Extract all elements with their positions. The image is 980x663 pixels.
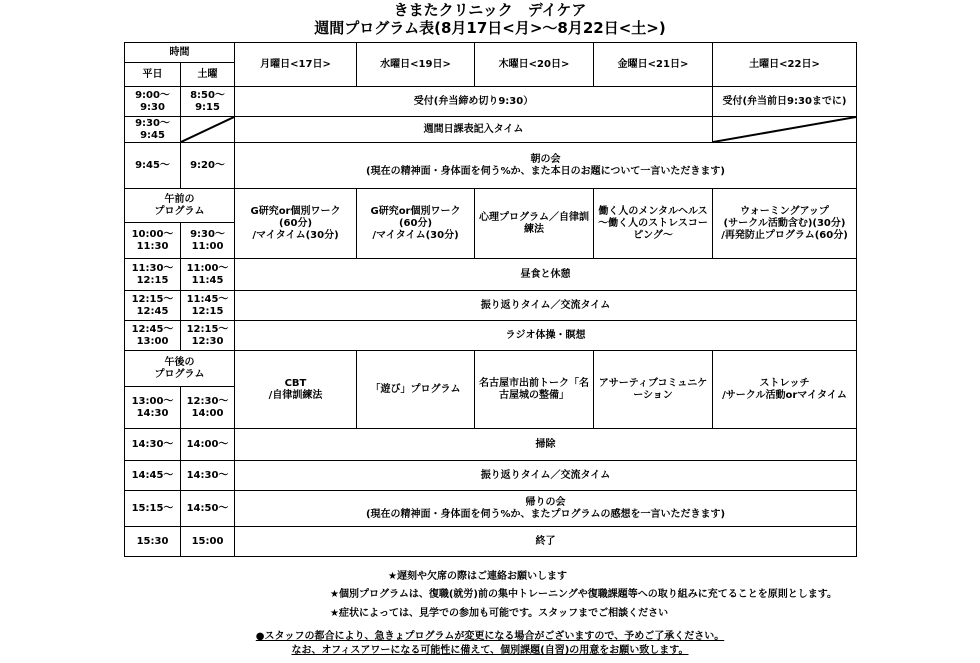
reception-saturday: 受付(弁当前日9:30までに)	[713, 87, 857, 117]
time-saturday: 8:50～9:15	[181, 87, 235, 117]
pm-program-header: 午後の プログラム	[125, 351, 235, 387]
time-weekday: 9:00～9:30	[125, 87, 181, 117]
weekly-entry-time: 週間日課表記入タイム	[235, 117, 713, 143]
program-wed-pm: 「遊び」プログラム	[357, 351, 475, 429]
program-sat-am: ウォーミングアップ (サークル活動含む)(30分) /再発防止プログラム(60分)	[713, 189, 857, 259]
weekday-header: 平日	[125, 63, 181, 87]
time-saturday: 12:15～12:30	[181, 321, 235, 351]
note-individual-program: ★個別プログラムは、復職(就労)前の集中トレーニングや復職課題等への取り組みに充てることを原則とします。	[330, 589, 838, 600]
program-fri-pm: アサーティブコミュニケーション	[594, 351, 713, 429]
footer-notice-change: ●スタッフの都合により、急きょプログラムが変更になる場合がございますので、予めご了承ください。	[255, 631, 725, 642]
weekly-program-table	[124, 42, 857, 557]
empty-diagonal-cell	[181, 117, 235, 143]
lunch-break: 昼食と休憩	[235, 259, 857, 291]
time-weekday: 14:30～	[125, 429, 181, 461]
time-weekday: 10:00～11:30	[125, 223, 181, 259]
time-weekday: 13:00～14:30	[125, 387, 181, 429]
schedule-title: 週間プログラム表(8月17日<月>～8月22日<土>)	[314, 19, 666, 37]
time-saturday: 14:50～	[181, 491, 235, 527]
program-fri-am: 働く人のメンタルヘルス～働く人のストレスコーピング～	[594, 189, 713, 259]
note-observation: ★症状によっては、見学での参加も可能です。スタッフまでご相談ください	[330, 608, 669, 619]
time-saturday: 11:00～11:45	[181, 259, 235, 291]
time-weekday: 12:45～13:00	[125, 321, 181, 351]
saturday-header: 土曜	[181, 63, 235, 87]
closing-meeting: 帰りの会 (現在の精神面・身体面を伺う%か、またプログラムの感想を一言いただきます)	[235, 491, 857, 527]
cleaning: 掃除	[235, 429, 857, 461]
program-mon-am: G研究or個別ワーク (60分) /マイタイム(30分)	[235, 189, 357, 259]
empty-diagonal-cell-saturday	[713, 117, 857, 143]
time-saturday: 9:20～	[181, 143, 235, 189]
program-mon-pm: CBT /自律訓練法	[235, 351, 357, 429]
review-time-noon: 振り返りタイム／交流タイム	[235, 291, 857, 321]
footer-notice-office-hour: なお、オフィスアワーになる可能性に備えて、個別課題(自習)の用意をお願い致します。	[291, 645, 689, 656]
review-time-afternoon: 振り返りタイム／交流タイム	[235, 461, 857, 491]
day-header-thu: 木曜日<20日>	[475, 43, 594, 87]
program-thu-pm: 名古屋市出前トーク「名古屋城の整備」	[475, 351, 594, 429]
note-absence: ★遅刻や欠席の際はご連絡お願いします	[388, 571, 567, 582]
time-saturday: 15:00	[181, 527, 235, 557]
day-header-mon: 月曜日<17日>	[235, 43, 357, 87]
program-thu-am: 心理プログラム／自律訓練法	[475, 189, 594, 259]
day-header-sat: 土曜日<22日>	[713, 43, 857, 87]
time-saturday: 11:45～12:15	[181, 291, 235, 321]
time-header: 時間	[125, 43, 235, 63]
am-program-header: 午前の プログラム	[125, 189, 235, 223]
time-weekday: 9:45～	[125, 143, 181, 189]
time-saturday: 14:30～	[181, 461, 235, 491]
end-of-day: 終了	[235, 527, 857, 557]
program-sat-pm: ストレッチ /サークル活動orマイタイム	[713, 351, 857, 429]
clinic-title: きまたクリニック デイケア	[393, 1, 587, 19]
time-saturday: 9:30～11:00	[181, 223, 235, 259]
time-saturday: 12:30～14:00	[181, 387, 235, 429]
time-weekday: 14:45～	[125, 461, 181, 491]
day-header-wed: 水曜日<19日>	[357, 43, 475, 87]
morning-meeting: 朝の会 (現在の精神面・身体面を伺う%か、また本日のお題について一言いただきます)	[235, 143, 857, 189]
day-header-fri: 金曜日<21日>	[594, 43, 713, 87]
program-wed-am: G研究or個別ワーク (60分) /マイタイム(30分)	[357, 189, 475, 259]
time-weekday: 11:30～12:15	[125, 259, 181, 291]
radio-exercise: ラジオ体操・瞑想	[235, 321, 857, 351]
time-weekday: 15:30	[125, 527, 181, 557]
time-saturday: 14:00～	[181, 429, 235, 461]
time-weekday: 12:15～12:45	[125, 291, 181, 321]
time-weekday: 15:15～	[125, 491, 181, 527]
time-weekday: 9:30～9:45	[125, 117, 181, 143]
reception-weekday: 受付(弁当締め切り9:30）	[235, 87, 713, 117]
